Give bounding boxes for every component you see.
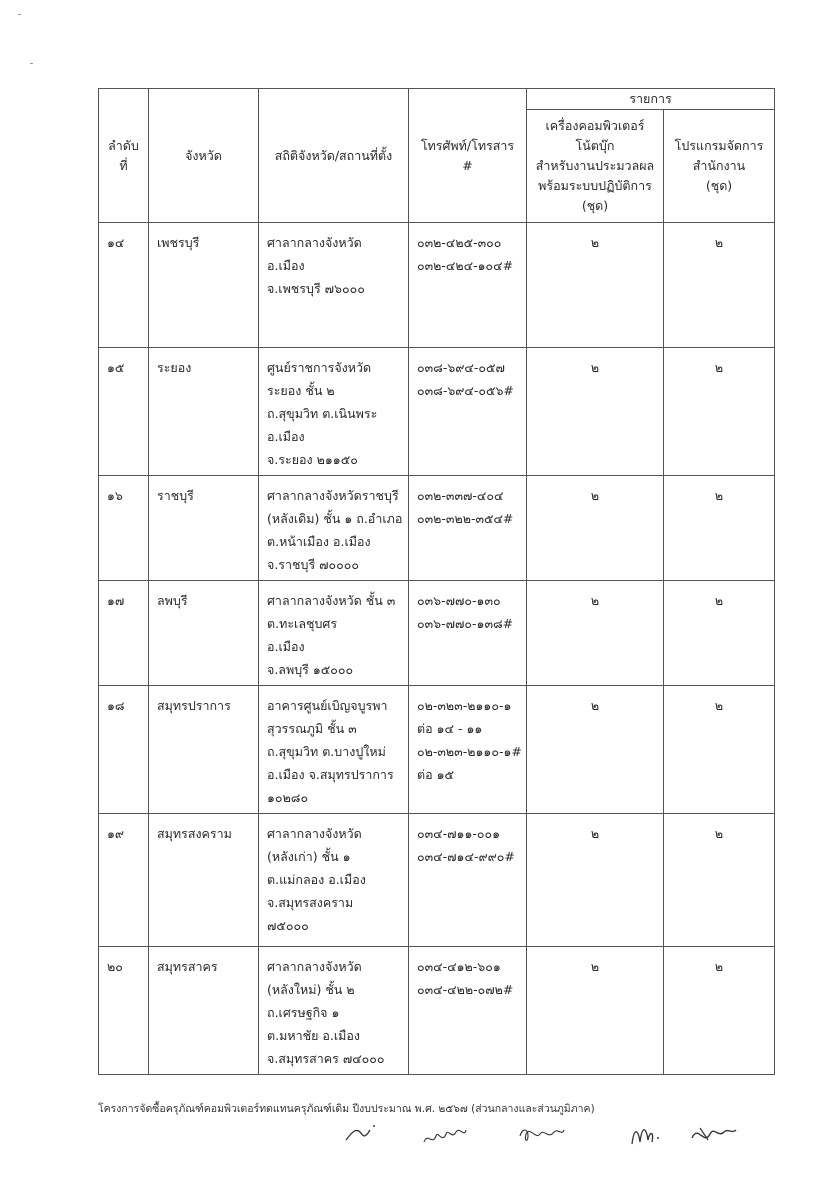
row-location: อาคารศูนย์เบิญจบูรพา สุวรรณภูมิ ชั้น ๓ ถ.สุขุมวิท ต.บางปูใหม่ อ.เมือง จ.สมุทรปราการ ๑๐๒๘๐ (259, 686, 409, 814)
row-number: ๑๕ (99, 348, 149, 476)
row-phone: ๐๓๔-๔๑๒-๖๐๑ ๐๓๔-๔๒๒-๐๗๒# (409, 947, 527, 1075)
row-software-qty: ๒ (664, 814, 775, 947)
header-notebook: เครื่องคอมพิวเตอร์ โน้ตบุ๊ก สำหรับงานประมวลผล พร้อมระบบปฏิบัติการ (ชุด) (527, 110, 664, 223)
header-phone: โทรศัพท์/โทรสาร # (409, 89, 527, 223)
row-phone: ๐๓๔-๗๑๑-๐๐๑ ๐๓๔-๗๑๔-๙๙๐# (409, 814, 527, 947)
row-software-qty: ๒ (664, 947, 775, 1075)
row-number: ๑๘ (99, 686, 149, 814)
row-notebook-qty: ๒ (527, 581, 664, 686)
row-number: ๑๙ (99, 814, 149, 947)
row-software-qty: ๒ (664, 581, 775, 686)
row-location: ศาลากลางจังหวัดราชบุรี (หลังเดิม) ชั้น ๑ ถ.อำเภอ ต.หน้าเมือง อ.เมือง จ.ราชบุรี ๗๐๐๐๐ (259, 476, 409, 581)
row-notebook-qty: ๒ (527, 814, 664, 947)
header-location: สถิติจังหวัด/สถานที่ตั้ง (259, 89, 409, 223)
table-row (99, 223, 775, 348)
footer-project-note: โครงการจัดซื้อครุภัณฑ์คอมพิวเตอร์ทดแทนครุภัณฑ์เดิม ปีงบประมาณ พ.ศ. ๒๕๖๗ (ส่วนกลางและส่วนภูมิภาค) (98, 1103, 595, 1115)
row-notebook-qty: ๒ (527, 686, 664, 814)
header-items-group: รายการ (527, 89, 775, 110)
row-province: สมุทรสงคราม (149, 814, 259, 947)
row-location: ศาลากลางจังหวัด อ.เมือง จ.เพชรบุรี ๗๖๐๐๐ (259, 223, 409, 348)
header-software: โปรแกรมจัดการ สำนักงาน (ชุด) (664, 110, 775, 223)
row-province: สมุทรปราการ (149, 686, 259, 814)
row-notebook-qty: ๒ (527, 947, 664, 1075)
row-location: ศาลากลางจังหวัด (หลังใหม่) ชั้น ๒ ถ.เศรษฐกิจ ๑ ต.มหาชัย อ.เมือง จ.สมุทรสาคร ๗๔๐๐๐ (259, 947, 409, 1075)
table-row (99, 814, 775, 947)
signature-4 (628, 1118, 668, 1152)
procurement-table (98, 88, 775, 1075)
row-software-qty: ๒ (664, 223, 775, 348)
row-phone: ๐๒-๓๒๓-๒๑๑๐-๑ ต่อ ๑๔ - ๑๑ ๐๒-๓๒๓-๒๑๑๐-๑# ต่อ ๑๕ (409, 686, 527, 814)
table-row (99, 581, 775, 686)
row-phone: ๐๓๒-๔๒๕-๓๐๐ ๐๓๒-๔๒๔-๑๐๔# (409, 223, 527, 348)
row-software-qty: ๒ (664, 686, 775, 814)
row-province: เพชรบุรี (149, 223, 259, 348)
row-number: ๑๗ (99, 581, 149, 686)
row-software-qty: ๒ (664, 476, 775, 581)
signature-5 (688, 1118, 738, 1152)
row-location: ศาลากลางจังหวัด ชั้น ๓ ต.ทะเลชุบศร อ.เมือง จ.ลพบุรี ๑๕๐๐๐ (259, 581, 409, 686)
signature-strip (0, 1118, 834, 1168)
signature-1 (340, 1118, 380, 1148)
table-row (99, 476, 775, 581)
row-phone: ๐๓๖-๗๗๐-๑๓๐ ๐๓๖-๗๗๐-๑๓๘# (409, 581, 527, 686)
row-province: สมุทรสาคร (149, 947, 259, 1075)
row-number: ๑๔ (99, 223, 149, 348)
row-number: ๑๖ (99, 476, 149, 581)
table-row (99, 947, 775, 1075)
row-province: ราชบุรี (149, 476, 259, 581)
scan-mark (18, 14, 21, 15)
row-location: ศาลากลางจังหวัด (หลังเก่า) ชั้น ๑ ต.แม่กลอง อ.เมือง จ.สมุทรสงคราม ๗๕๐๐๐ (259, 814, 409, 947)
signature-3 (516, 1118, 568, 1148)
row-phone: ๐๓๘-๖๙๔-๐๕๗ ๐๓๘-๖๙๔-๐๕๖# (409, 348, 527, 476)
header-province: จังหวัด (149, 89, 259, 223)
row-location: ศูนย์ราชการจังหวัด ระยอง ชั้น ๒ ถ.สุขุมวิท ต.เนินพระ อ.เมือง จ.ระยอง ๒๑๑๕๐ (259, 348, 409, 476)
table-row (99, 686, 775, 814)
row-province: ระยอง (149, 348, 259, 476)
row-province: ลพบุรี (149, 581, 259, 686)
scan-mark (30, 63, 33, 64)
row-phone: ๐๓๒-๓๓๗-๔๐๔ ๐๓๒-๓๒๒-๓๕๔# (409, 476, 527, 581)
row-notebook-qty: ๒ (527, 476, 664, 581)
row-software-qty: ๒ (664, 348, 775, 476)
table-row (99, 348, 775, 476)
signature-2 (420, 1118, 470, 1152)
header-no: ลำดับ ที่ (99, 89, 149, 223)
row-notebook-qty: ๒ (527, 223, 664, 348)
row-number: ๒๐ (99, 947, 149, 1075)
row-notebook-qty: ๒ (527, 348, 664, 476)
